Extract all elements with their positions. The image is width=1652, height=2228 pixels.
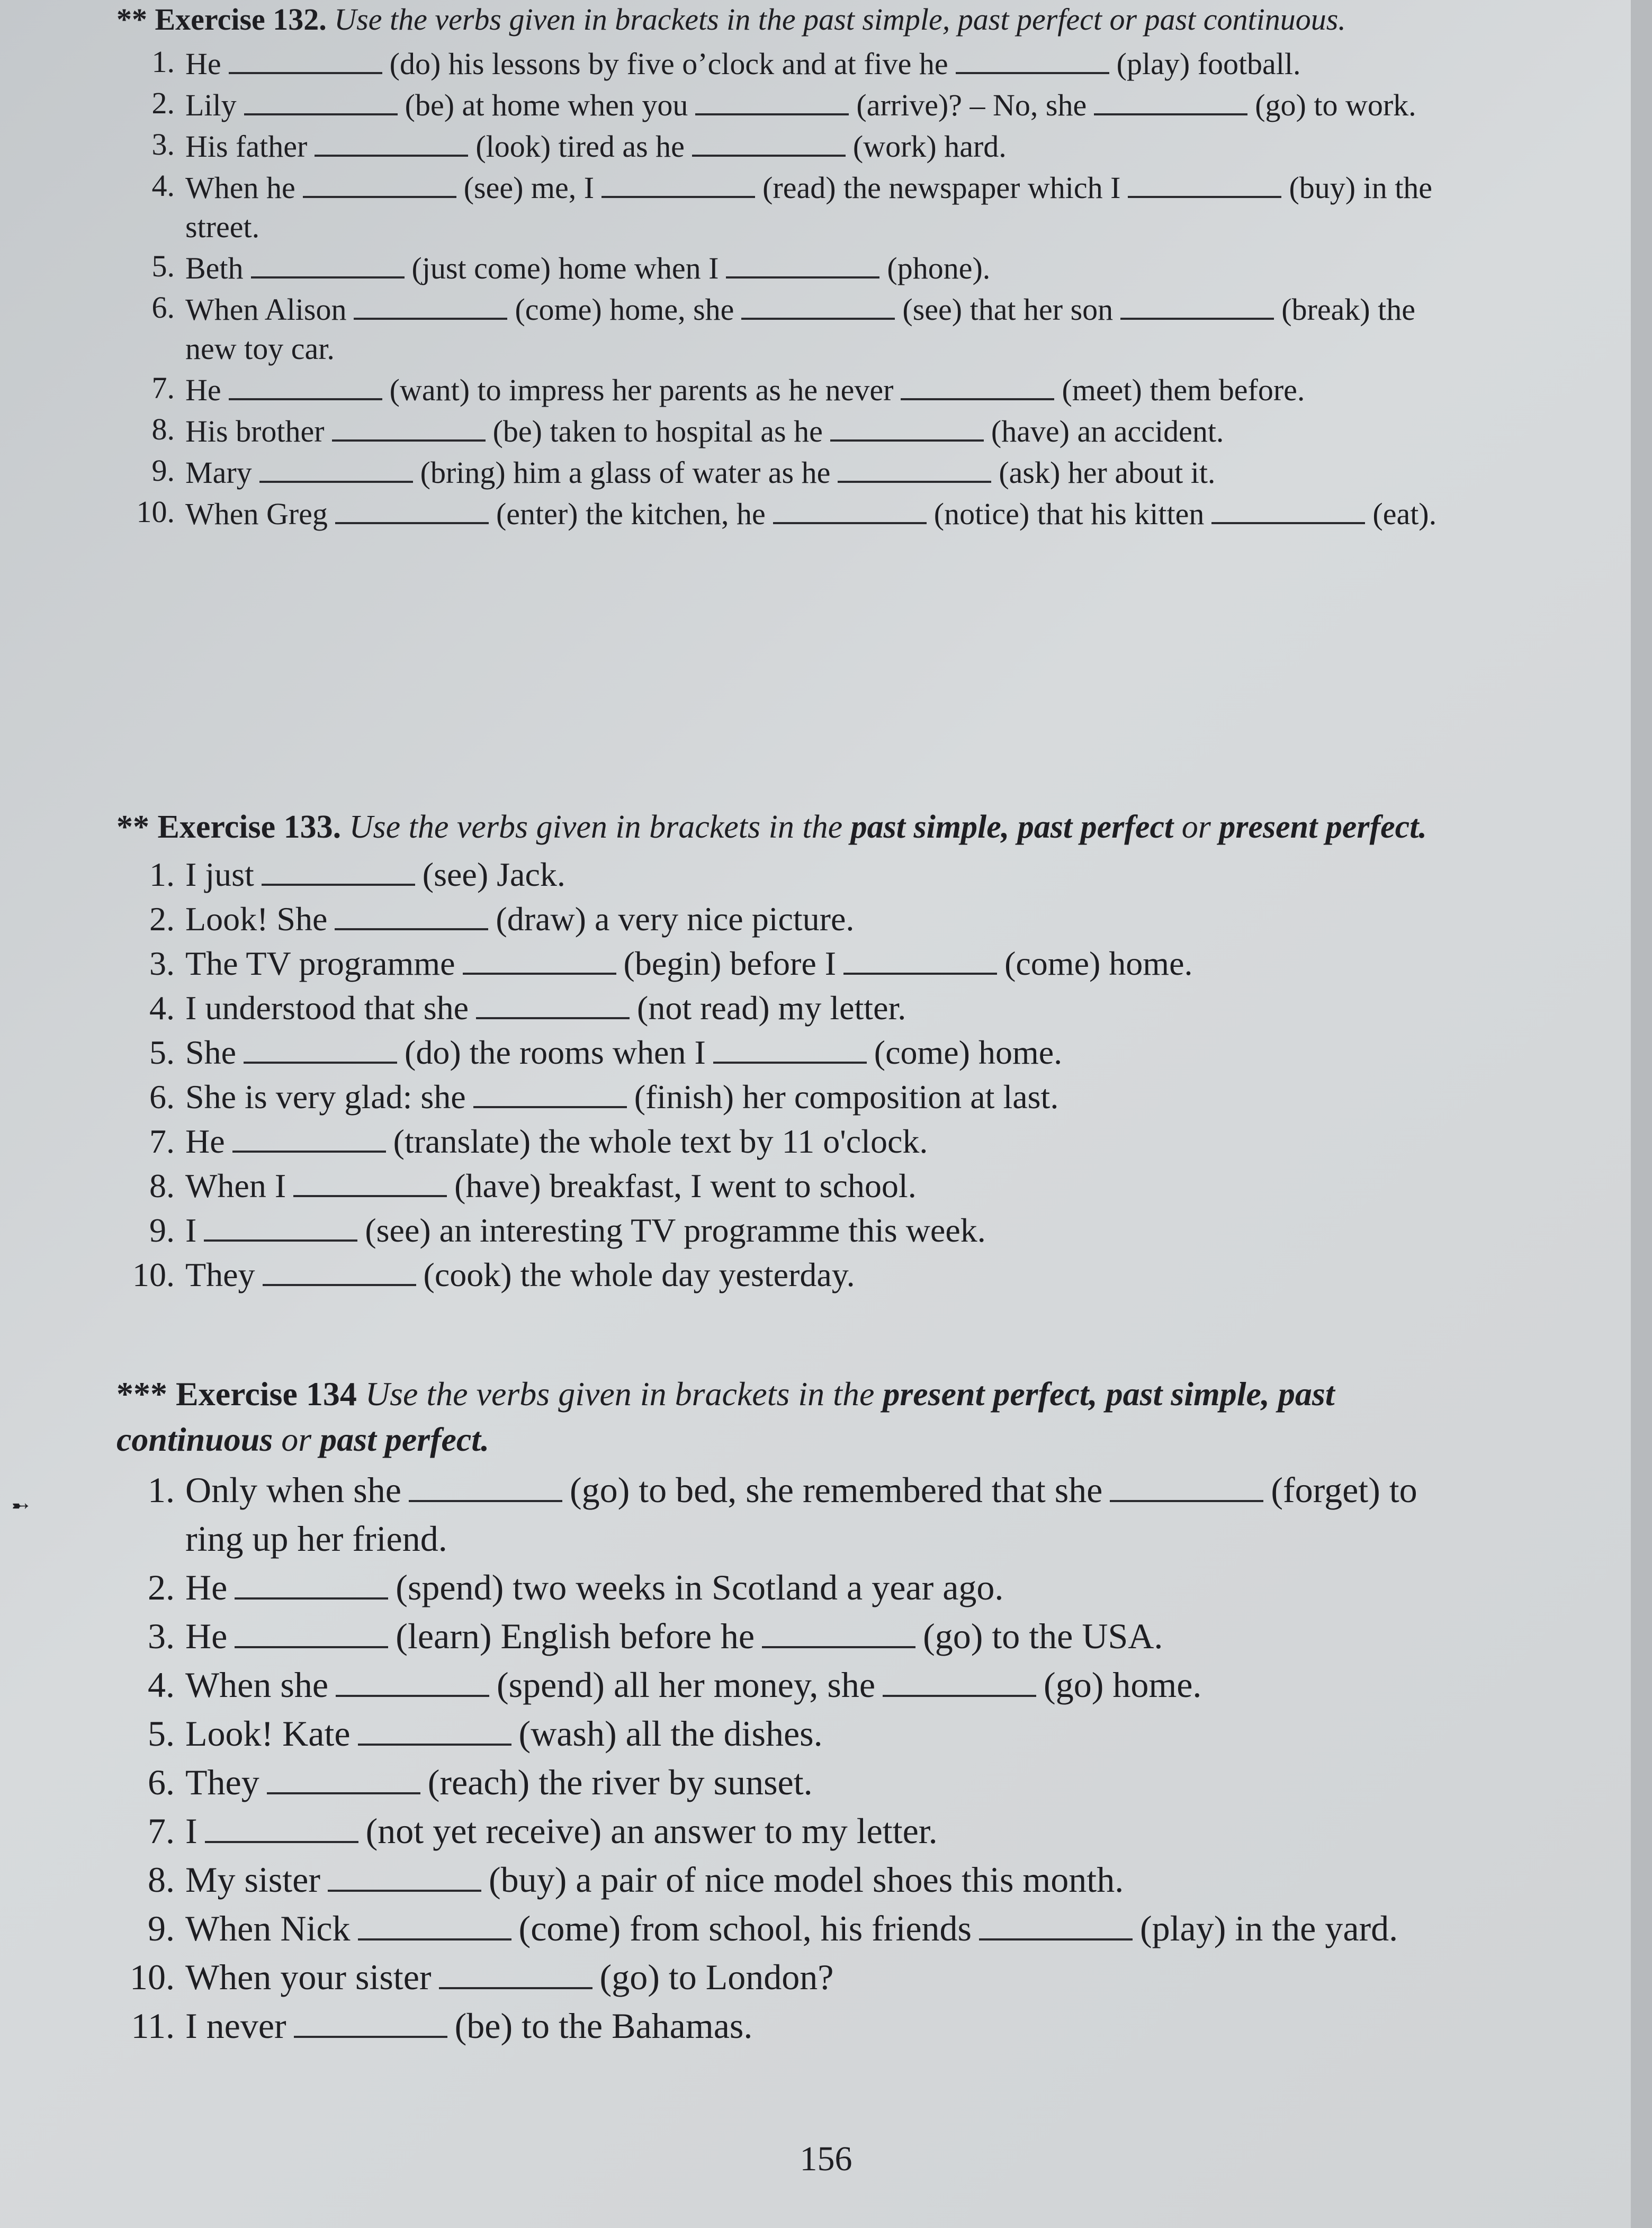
item-text: When he bbox=[185, 170, 295, 205]
answer-blank[interactable] bbox=[251, 247, 405, 278]
item-text: (come) home. bbox=[1004, 945, 1193, 982]
answer-blank[interactable] bbox=[262, 854, 415, 886]
item-text: She bbox=[185, 1034, 236, 1071]
item-text: When your sister bbox=[185, 1957, 432, 1997]
item-number: 8. bbox=[149, 1167, 175, 1205]
answer-blank[interactable] bbox=[773, 492, 927, 524]
item-text: (have) breakfast, I went to school. bbox=[454, 1167, 917, 1205]
item-text: When Nick bbox=[185, 1908, 351, 1948]
answer-blank[interactable] bbox=[229, 42, 382, 74]
answer-blank[interactable] bbox=[328, 1860, 481, 1892]
answer-blank[interactable] bbox=[956, 42, 1109, 74]
exercise-item bbox=[116, 1758, 1472, 1807]
item-text: Look! Kate bbox=[185, 1713, 351, 1754]
exercise-items bbox=[116, 852, 1472, 1297]
answer-blank[interactable] bbox=[409, 1470, 562, 1502]
item-number: 7. bbox=[151, 371, 175, 405]
answer-blank[interactable] bbox=[232, 1121, 386, 1153]
item-number: 11. bbox=[131, 2006, 175, 2046]
item-text: Lily bbox=[185, 88, 237, 122]
item-text: (phone). bbox=[887, 251, 991, 285]
item-number: 9. bbox=[148, 1908, 175, 1948]
answer-blank[interactable] bbox=[1120, 288, 1274, 320]
answer-blank[interactable] bbox=[830, 410, 984, 442]
item-text: Look! She bbox=[185, 900, 328, 938]
answer-blank[interactable] bbox=[692, 125, 846, 157]
item-number: 7. bbox=[148, 1811, 175, 1851]
item-text: He bbox=[185, 373, 221, 407]
answer-blank[interactable] bbox=[244, 84, 398, 115]
answer-blank[interactable] bbox=[713, 1032, 867, 1064]
answer-blank[interactable] bbox=[354, 288, 507, 320]
item-text: (enter) the kitchen, he bbox=[496, 497, 766, 531]
answer-blank[interactable] bbox=[1110, 1470, 1263, 1502]
item-number: 3. bbox=[149, 945, 175, 982]
exercise-item bbox=[116, 1164, 1472, 1208]
item-text: (see) that her son bbox=[902, 292, 1114, 327]
answer-blank[interactable] bbox=[263, 1254, 416, 1286]
item-number: 9. bbox=[149, 1211, 175, 1249]
instruction-tense: present perfect, past simple, past continuous bbox=[116, 1375, 1335, 1458]
answer-blank[interactable] bbox=[726, 247, 879, 278]
exercise-item bbox=[116, 1119, 1472, 1164]
difficulty-stars: *** bbox=[116, 1375, 167, 1413]
item-number: 5. bbox=[148, 1713, 175, 1754]
item-text: (translate) the whole text by 11 o'clock. bbox=[393, 1122, 928, 1160]
item-text: (wash) all the dishes. bbox=[518, 1713, 823, 1754]
answer-blank[interactable] bbox=[476, 987, 630, 1019]
item-number: 2. bbox=[148, 1567, 175, 1607]
instruction-tense: past simple, past perfect bbox=[850, 809, 1174, 845]
exercise-title: Exercise 133. bbox=[157, 809, 342, 845]
item-text: (come) from school, his friends bbox=[518, 1908, 972, 1948]
item-text: His father bbox=[185, 129, 308, 164]
answer-blank[interactable] bbox=[439, 1957, 592, 1989]
item-text: (reach) the river by sunset. bbox=[427, 1762, 813, 1802]
exercise-item bbox=[116, 1660, 1472, 1709]
exercise-item bbox=[116, 1855, 1472, 1904]
instruction-text: Use the verbs given in brackets in the past simple, past perfect or past continuous. bbox=[334, 2, 1346, 37]
item-text: (be) taken to hospital as he bbox=[492, 414, 823, 448]
item-text: (spend) all her money, she bbox=[497, 1665, 876, 1705]
exercise-item bbox=[116, 1953, 1472, 2001]
item-text: (cook) the whole day yesterday. bbox=[423, 1256, 855, 1293]
exercise-items bbox=[116, 1466, 1472, 2050]
item-text: Mary bbox=[185, 455, 252, 490]
item-text: Beth bbox=[185, 251, 244, 285]
item-text: (do) the rooms when I bbox=[405, 1034, 706, 1071]
answer-blank[interactable] bbox=[883, 1665, 1036, 1697]
item-text: His brother bbox=[185, 414, 325, 448]
instruction-text: Use the verbs given in brackets in the bbox=[349, 809, 851, 845]
exercise-item bbox=[116, 166, 1472, 247]
item-text: (go) home. bbox=[1044, 1665, 1202, 1705]
exercise-item bbox=[116, 986, 1472, 1030]
item-text: I bbox=[185, 1811, 197, 1851]
answer-blank[interactable] bbox=[843, 943, 997, 975]
item-text: (spend) two weeks in Scotland a year ago. bbox=[396, 1567, 1004, 1607]
item-number: 6. bbox=[148, 1762, 175, 1802]
exercise-heading bbox=[116, 1371, 1472, 1462]
item-number: 2. bbox=[151, 86, 175, 120]
answer-blank[interactable] bbox=[336, 1665, 489, 1697]
item-text: He bbox=[185, 1616, 228, 1656]
item-number: 1. bbox=[148, 1470, 175, 1510]
item-text: (want) to impress her parents as he never bbox=[389, 373, 894, 407]
exercise-title: Exercise 132. bbox=[155, 2, 327, 37]
item-number: 10. bbox=[136, 495, 175, 529]
item-text: He bbox=[185, 47, 221, 81]
item-text: My sister bbox=[185, 1859, 320, 1900]
item-text: (finish) her composition at last. bbox=[634, 1078, 1059, 1116]
item-text: (forget) to ring up her friend. bbox=[185, 1470, 1417, 1559]
answer-blank[interactable] bbox=[335, 492, 489, 524]
item-text: (bring) him a glass of water as he bbox=[420, 455, 831, 490]
answer-blank[interactable] bbox=[901, 369, 1054, 400]
answer-blank[interactable] bbox=[244, 1032, 397, 1064]
item-text: I bbox=[185, 1211, 197, 1249]
item-text: (go) to work. bbox=[1255, 88, 1416, 122]
answer-blank[interactable] bbox=[762, 1616, 915, 1648]
item-number: 5. bbox=[151, 249, 175, 283]
item-number: 4. bbox=[151, 168, 175, 203]
answer-blank[interactable] bbox=[358, 1909, 511, 1940]
difficulty-stars: ** bbox=[116, 2, 147, 37]
item-text: I understood that she bbox=[185, 989, 469, 1027]
exercise-item bbox=[116, 1709, 1472, 1758]
answer-blank[interactable] bbox=[235, 1616, 388, 1648]
item-text: When Alison bbox=[185, 292, 347, 327]
margin-mark: ➸ bbox=[12, 1494, 30, 1517]
item-text: (ask) her about it. bbox=[999, 455, 1216, 490]
exercise-item bbox=[116, 897, 1472, 941]
item-text: (go) to the USA. bbox=[923, 1616, 1163, 1656]
exercise-items bbox=[116, 42, 1472, 534]
item-number: 8. bbox=[151, 412, 175, 446]
answer-blank[interactable] bbox=[235, 1568, 388, 1600]
item-text: (buy) in the street. bbox=[185, 170, 1433, 244]
instruction-tense: past perfect. bbox=[320, 1421, 490, 1458]
item-text: I just bbox=[185, 856, 254, 893]
instruction-tense: present perfect. bbox=[1219, 809, 1427, 845]
answer-blank[interactable] bbox=[1094, 84, 1247, 115]
item-text: (come) home, she bbox=[515, 292, 734, 327]
item-text: The TV programme bbox=[185, 945, 455, 982]
item-number: 4. bbox=[149, 989, 175, 1027]
item-text: (begin) before I bbox=[623, 945, 837, 982]
item-number: 8. bbox=[148, 1859, 175, 1900]
item-text: (read) the newspaper which I bbox=[762, 170, 1121, 205]
exercise-item bbox=[116, 84, 1472, 125]
exercise-item bbox=[116, 1075, 1472, 1119]
answer-blank[interactable] bbox=[1128, 166, 1281, 198]
item-number: 2. bbox=[149, 900, 175, 938]
answer-blank[interactable] bbox=[229, 369, 382, 400]
page-edge bbox=[1631, 0, 1652, 2228]
exercise-item bbox=[116, 410, 1472, 451]
item-text: When Greg bbox=[185, 497, 328, 531]
answer-blank[interactable] bbox=[695, 84, 849, 115]
item-text: (not yet receive) an answer to my letter. bbox=[365, 1811, 938, 1851]
exercise-item bbox=[116, 1208, 1472, 1253]
item-text: (look) tired as he bbox=[475, 129, 685, 164]
exercise-item bbox=[116, 2001, 1472, 2050]
item-text: I never bbox=[185, 2006, 286, 2046]
item-text: (be) at home when you bbox=[405, 88, 688, 122]
exercise-item bbox=[116, 1466, 1472, 1563]
instruction-text: or bbox=[1173, 809, 1219, 845]
item-text: (notice) that his kitten bbox=[933, 497, 1205, 531]
exercise-item bbox=[116, 1612, 1472, 1660]
exercise-item bbox=[116, 451, 1472, 492]
item-number: 9. bbox=[151, 453, 175, 488]
item-text: (do) his lessons by five o’clock and at five he bbox=[389, 47, 948, 81]
item-number: 1. bbox=[149, 856, 175, 893]
item-text: They bbox=[185, 1256, 255, 1293]
item-text: (see) an interesting TV programme this week. bbox=[365, 1211, 986, 1249]
exercise-item bbox=[116, 1563, 1472, 1612]
answer-blank[interactable] bbox=[315, 125, 468, 157]
answer-blank[interactable] bbox=[335, 899, 488, 930]
exercise-item bbox=[116, 1030, 1472, 1075]
exercise-item bbox=[116, 125, 1472, 166]
exercise-item bbox=[116, 1253, 1472, 1297]
exercise-134 bbox=[116, 1371, 1472, 2050]
item-text: She is very glad: she bbox=[185, 1078, 466, 1116]
item-text: (learn) English before he bbox=[396, 1616, 755, 1656]
exercise-heading bbox=[116, 0, 1472, 39]
exercise-item bbox=[116, 369, 1472, 410]
item-text: (arrive)? – No, she bbox=[856, 88, 1087, 122]
exercise-title: Exercise 134 bbox=[176, 1375, 357, 1413]
answer-blank[interactable] bbox=[463, 943, 616, 975]
exercise-132 bbox=[116, 0, 1472, 534]
item-number: 1. bbox=[151, 44, 175, 79]
item-number: 4. bbox=[148, 1665, 175, 1705]
answer-blank[interactable] bbox=[358, 1714, 511, 1746]
item-text: When she bbox=[185, 1665, 329, 1705]
answer-blank[interactable] bbox=[473, 1076, 627, 1108]
item-text: When I bbox=[185, 1167, 286, 1205]
item-text: He bbox=[185, 1567, 228, 1607]
instruction-text: or bbox=[273, 1421, 320, 1458]
item-number: 3. bbox=[148, 1616, 175, 1656]
exercise-heading bbox=[116, 805, 1472, 849]
exercise-item bbox=[116, 941, 1472, 986]
item-text: (be) to the Bahamas. bbox=[454, 2006, 753, 2046]
item-text: (meet) them before. bbox=[1062, 373, 1305, 407]
answer-blank[interactable] bbox=[267, 1763, 420, 1794]
exercise-instruction bbox=[334, 2, 1346, 37]
item-text: (come) home. bbox=[874, 1034, 1063, 1071]
answer-blank[interactable] bbox=[259, 451, 413, 483]
page-number: 156 bbox=[800, 2140, 852, 2178]
item-number: 7. bbox=[149, 1122, 175, 1160]
exercise-item bbox=[116, 1807, 1472, 1855]
instruction-text: Use the verbs given in brackets in the bbox=[365, 1375, 883, 1413]
exercise-item bbox=[116, 1904, 1472, 1953]
answer-blank[interactable] bbox=[1211, 492, 1365, 524]
exercise-133 bbox=[116, 805, 1472, 1297]
item-text: (see) me, I bbox=[463, 170, 595, 205]
answer-blank[interactable] bbox=[204, 1210, 357, 1242]
item-text: They bbox=[185, 1762, 259, 1802]
answer-blank[interactable] bbox=[741, 288, 895, 320]
item-number: 5. bbox=[149, 1034, 175, 1071]
item-text: (have) an accident. bbox=[991, 414, 1224, 448]
answer-blank[interactable] bbox=[293, 1165, 447, 1197]
item-number: 10. bbox=[130, 1957, 175, 1997]
item-text: Only when she bbox=[185, 1470, 401, 1510]
exercise-item bbox=[116, 852, 1472, 897]
item-number: 10. bbox=[132, 1256, 175, 1293]
answer-blank[interactable] bbox=[979, 1909, 1133, 1940]
answer-blank[interactable] bbox=[838, 451, 991, 483]
item-text: (eat). bbox=[1372, 497, 1437, 531]
answer-blank[interactable] bbox=[601, 166, 755, 198]
exercise-item bbox=[116, 42, 1472, 84]
exercise-instruction bbox=[349, 809, 1427, 845]
item-text: (work) hard. bbox=[852, 129, 1007, 164]
item-text: (go) to London? bbox=[599, 1957, 834, 1997]
item-text: (draw) a very nice picture. bbox=[496, 900, 855, 938]
answer-blank[interactable] bbox=[205, 1811, 358, 1843]
exercise-item bbox=[116, 492, 1472, 534]
item-text: (just come) home when I bbox=[411, 251, 719, 285]
item-text: (play) football. bbox=[1116, 47, 1301, 81]
item-number: 6. bbox=[151, 290, 175, 325]
item-text: (play) in the yard. bbox=[1140, 1908, 1398, 1948]
answer-blank[interactable] bbox=[303, 166, 456, 198]
item-text: He bbox=[185, 1122, 225, 1160]
item-text: (buy) a pair of nice model shoes this month. bbox=[489, 1859, 1124, 1900]
item-text: (not read) my letter. bbox=[637, 989, 906, 1027]
item-text: (go) to bed, she remembered that she bbox=[569, 1470, 1103, 1510]
answer-blank[interactable] bbox=[332, 410, 486, 442]
item-text: (break) the new toy car. bbox=[185, 292, 1415, 366]
item-number: 6. bbox=[149, 1078, 175, 1116]
exercise-item bbox=[116, 247, 1472, 288]
item-number: 3. bbox=[151, 127, 175, 161]
answer-blank[interactable] bbox=[294, 2006, 447, 2038]
exercise-item bbox=[116, 288, 1472, 369]
difficulty-stars: ** bbox=[116, 809, 149, 845]
item-text: (see) Jack. bbox=[422, 856, 565, 893]
